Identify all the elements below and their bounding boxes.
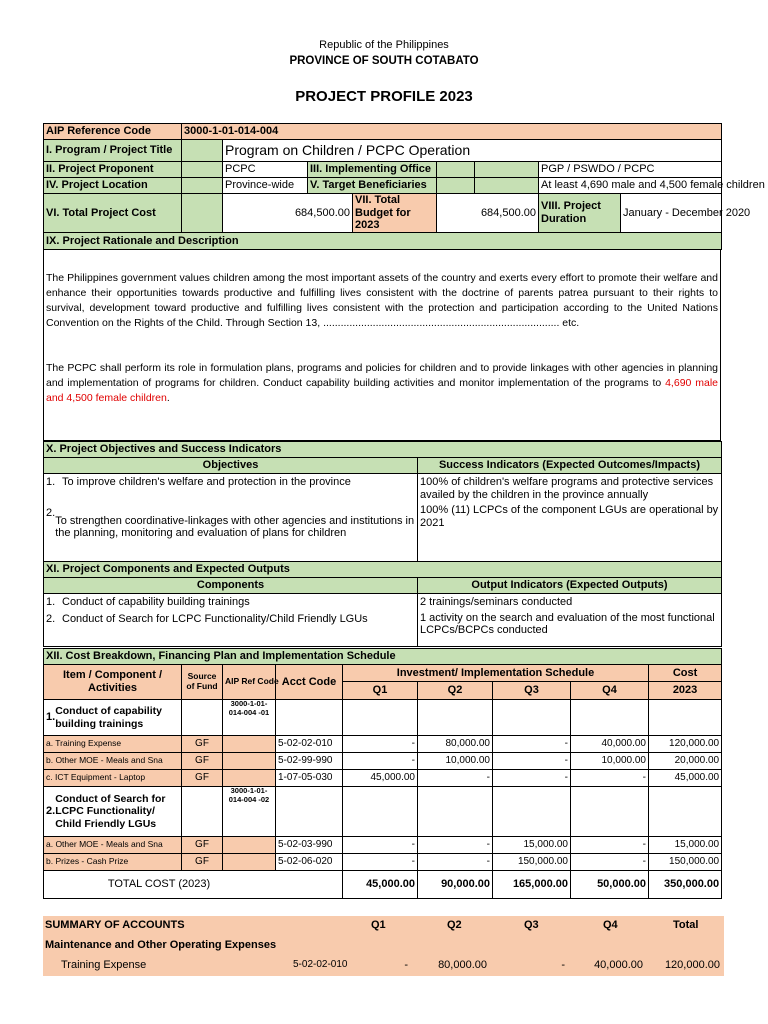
summary-category: Maintenance and Other Operating Expenses (45, 939, 277, 951)
line-aip (223, 770, 276, 787)
component-2-title-cell: 2. Conduct of Search for LCPC Functionality/ Child Friendly LGUs (44, 787, 182, 837)
component-row-2 (44, 787, 722, 837)
cost-heading: XII. Cost Breakdown, Financing Plan and Implementation Schedule (44, 649, 722, 665)
outputs-cell (418, 594, 722, 647)
objectives-cell: 1. To improve children's welfare and protection in the province 2. To strengthen coordinative-linkages with other agencies and institutions in the planning, monitoring and evaluation of plans for children (44, 474, 418, 564)
line-q4: 10,000.00 (571, 753, 649, 770)
header-republic: Republic of the Philippines (319, 39, 449, 51)
impl-office-label: III. Implementing Office (308, 162, 437, 178)
total-cost-value: 684,500.00 (223, 194, 353, 233)
summary-row-item: Training Expense (61, 959, 147, 971)
line-aip (223, 837, 276, 854)
header-province: PROVINCE OF SOUTH COTABATO (289, 55, 479, 67)
components-cell: 1. Conduct of capability building trainings 2. Conduct of Search for LCPC Functionality/Child Friendly LGUs (44, 594, 418, 647)
budget-value: 684,500.00 (437, 194, 539, 233)
objectives-table (43, 441, 722, 564)
summary-row (43, 956, 724, 976)
line-cost: 45,000.00 (649, 770, 722, 787)
col-header-q4: Q4 (571, 682, 649, 700)
col-header-q2: Q2 (418, 682, 493, 700)
line-q2: 80,000.00 (418, 736, 493, 753)
total-cost: 350,000.00 (649, 871, 722, 899)
cost-line-row (44, 837, 722, 854)
summary-title: SUMMARY OF ACCOUNTS (45, 919, 185, 931)
page-title: PROJECT PROFILE 2023 (295, 88, 473, 105)
cost-line-row (44, 770, 722, 787)
col-header-cost: Cost (649, 665, 722, 682)
line-source: GF (182, 837, 223, 854)
line-q3: - (493, 736, 571, 753)
line-acct: 5-02-99-990 (276, 753, 343, 770)
line-aip (223, 753, 276, 770)
line-source: GF (182, 753, 223, 770)
output-1: 2 trainings/seminars conducted (420, 596, 573, 608)
summary-q3: Q3 (524, 919, 539, 931)
line-aip (223, 736, 276, 753)
line-q3: - (493, 753, 571, 770)
components-table (43, 561, 722, 647)
line-acct: 1-07-05-030 (276, 770, 343, 787)
line-q2: - (418, 837, 493, 854)
rationale-heading: IX. Project Rationale and Description (44, 232, 722, 249)
impl-office-value: PGP / PSWDO / PCPC (539, 162, 722, 178)
budget-label: VII. Total Budget for 2023 (353, 194, 437, 233)
summary-row-acct: 5-02-02-010 (293, 959, 348, 970)
line-q1: - (343, 753, 418, 770)
line-q3: 150,000.00 (493, 854, 571, 871)
component-2-aip: 3000-1-01-014-004 -02 (223, 787, 276, 837)
col-header-aip: AIP Ref Code (223, 665, 276, 700)
indicators-cell (418, 474, 722, 564)
line-q1: - (343, 837, 418, 854)
line-q2: - (418, 854, 493, 871)
line-cost: 20,000.00 (649, 753, 722, 770)
beneficiary-highlight: 4,690 male and 4,500 female children (46, 377, 718, 404)
project-profile-table (43, 123, 765, 250)
component-1: Conduct of capability building trainings (62, 596, 250, 608)
line-q3: - (493, 770, 571, 787)
objectives-col-header: Objectives (44, 458, 418, 474)
summary-q4: Q4 (603, 919, 618, 931)
line-q3: 15,000.00 (493, 837, 571, 854)
cost-line-row (44, 753, 722, 770)
objective-2: To strengthen coordinative-linkages with other agencies and institutions in the planning, monitoring and evaluation of plans for children (55, 514, 415, 540)
component-2-title: Conduct of Search for LCPC Functionality/ Child Friendly LGUs (55, 793, 166, 830)
line-cost: 120,000.00 (649, 736, 722, 753)
program-label: I. Program / Project Title (44, 140, 182, 162)
line-q4: - (571, 770, 649, 787)
total-cost-label: VI. Total Project Cost (44, 194, 182, 233)
rationale-text (43, 249, 721, 441)
line-q4: 40,000.00 (571, 736, 649, 753)
rationale-paragraph-1: The Philippines government values children among the most important assets of the country and exerts every effort to promote their welfare and enhance their opportunities towards productive and fulfilling lives consistent with the doctrine of parents patrea pursuant to their rights to survival, development toward productive and fulfilling lives consistent with the protection and participation according to the United Nations Convention on the Rights of the Child. Through Section 13, ................................................................................. etc. (46, 272, 718, 329)
beneficiaries-value: At least 4,690 male and 4,500 female children (539, 178, 722, 194)
program-value: Program on Children / PCPC Operation (223, 140, 722, 162)
outputs-col-header: Output Indicators (Expected Outputs) (418, 578, 722, 594)
line-item: b. Other MOE - Meals and Sna (44, 753, 182, 770)
location-value: Province-wide (223, 178, 308, 194)
component-row-1 (44, 700, 722, 736)
cost-breakdown-table (43, 648, 722, 899)
cost-line-row (44, 854, 722, 871)
summary-row-q2: 80,000.00 (438, 959, 487, 971)
component-2: Conduct of Search for LCPC Functionality/Child Friendly LGUs (62, 612, 368, 625)
total-q4: 50,000.00 (571, 871, 649, 899)
rationale-paragraph-2: The PCPC shall perform its role in formulation plans, programs and policies for children and to provide linkages with other agencies in planning and implementation of programs for children. Conduct capability building activities and monitor implementation of the programs to 4,690 male and 4,500 female children. (46, 362, 718, 404)
col-header-item: Item / Component / Activities (44, 665, 182, 700)
duration-label: VIII. Project Duration (539, 194, 621, 233)
aip-value: 3000-1-01-014-004 (182, 124, 722, 140)
component-1-title: Conduct of capability building trainings (55, 705, 162, 730)
location-label: IV. Project Location (44, 178, 182, 194)
line-acct: 5-02-03-990 (276, 837, 343, 854)
col-header-q3: Q3 (493, 682, 571, 700)
line-q2: - (418, 770, 493, 787)
line-acct: 5-02-06-020 (276, 854, 343, 871)
line-aip (223, 854, 276, 871)
col-header-q1: Q1 (343, 682, 418, 700)
line-q2: 10,000.00 (418, 753, 493, 770)
proponent-label: II. Project Proponent (44, 162, 182, 178)
summary-row-q4: 40,000.00 (594, 959, 643, 971)
line-item: a. Training Expense (44, 736, 182, 753)
line-item: a. Other MOE - Meals and Sna (44, 837, 182, 854)
summary-of-accounts (43, 916, 724, 976)
line-q1: - (343, 854, 418, 871)
line-source: GF (182, 736, 223, 753)
line-source: GF (182, 854, 223, 871)
total-q1: 45,000.00 (343, 871, 418, 899)
line-item: b. Prizes - Cash Prize (44, 854, 182, 871)
component-1-title-cell: 1. Conduct of capability building trainings (44, 700, 182, 736)
objectives-heading: X. Project Objectives and Success Indicators (44, 442, 722, 458)
line-q4: - (571, 837, 649, 854)
line-cost: 150,000.00 (649, 854, 722, 871)
line-q4: - (571, 854, 649, 871)
beneficiaries-label: V. Target Beneficiaries (308, 178, 437, 194)
duration-value: January - December 2020 (621, 194, 722, 233)
aip-label: AIP Reference Code (44, 124, 182, 140)
summary-row-q1: - (404, 959, 408, 971)
col-header-year: 2023 (649, 682, 722, 700)
total-label: TOTAL COST (2023) (44, 871, 343, 899)
output-2: 1 activity on the search and evaluation of the most functional LCPCs/BCPCs conducted (420, 611, 715, 637)
summary-q1: Q1 (371, 919, 386, 931)
cost-line-row (44, 736, 722, 753)
summary-total: Total (673, 919, 699, 931)
total-row (44, 871, 722, 899)
summary-q2: Q2 (447, 919, 462, 931)
components-col-header: Components (44, 578, 418, 594)
line-acct: 5-02-02-010 (276, 736, 343, 753)
line-q1: - (343, 736, 418, 753)
proponent-value: PCPC (223, 162, 308, 178)
indicator-2: 100% (11) LCPCs of the component LGUs are operational by 2021 (420, 504, 719, 529)
line-source: GF (182, 770, 223, 787)
col-header-schedule: Investment/ Implementation Schedule (343, 665, 649, 682)
indicators-col-header: Success Indicators (Expected Outcomes/Impacts) (418, 458, 722, 474)
summary-row-total: 120,000.00 (664, 959, 720, 971)
col-header-acct: Acct Code (276, 665, 343, 700)
component-1-aip: 3000-1-01-014-004 -01 (223, 700, 276, 736)
objective-1: To improve children's welfare and protection in the province (62, 476, 351, 488)
col-header-source: Source of Fund (182, 665, 223, 700)
summary-row-q3: - (561, 959, 565, 971)
total-q2: 90,000.00 (418, 871, 493, 899)
line-q1: 45,000.00 (343, 770, 418, 787)
line-cost: 15,000.00 (649, 837, 722, 854)
total-q3: 165,000.00 (493, 871, 571, 899)
indicator-1: 100% of children's welfare programs and protective services availed by the children in the province annually (420, 476, 714, 501)
line-item: c. ICT Equipment - Laptop (44, 770, 182, 787)
components-heading: XI. Project Components and Expected Outputs (44, 562, 722, 578)
